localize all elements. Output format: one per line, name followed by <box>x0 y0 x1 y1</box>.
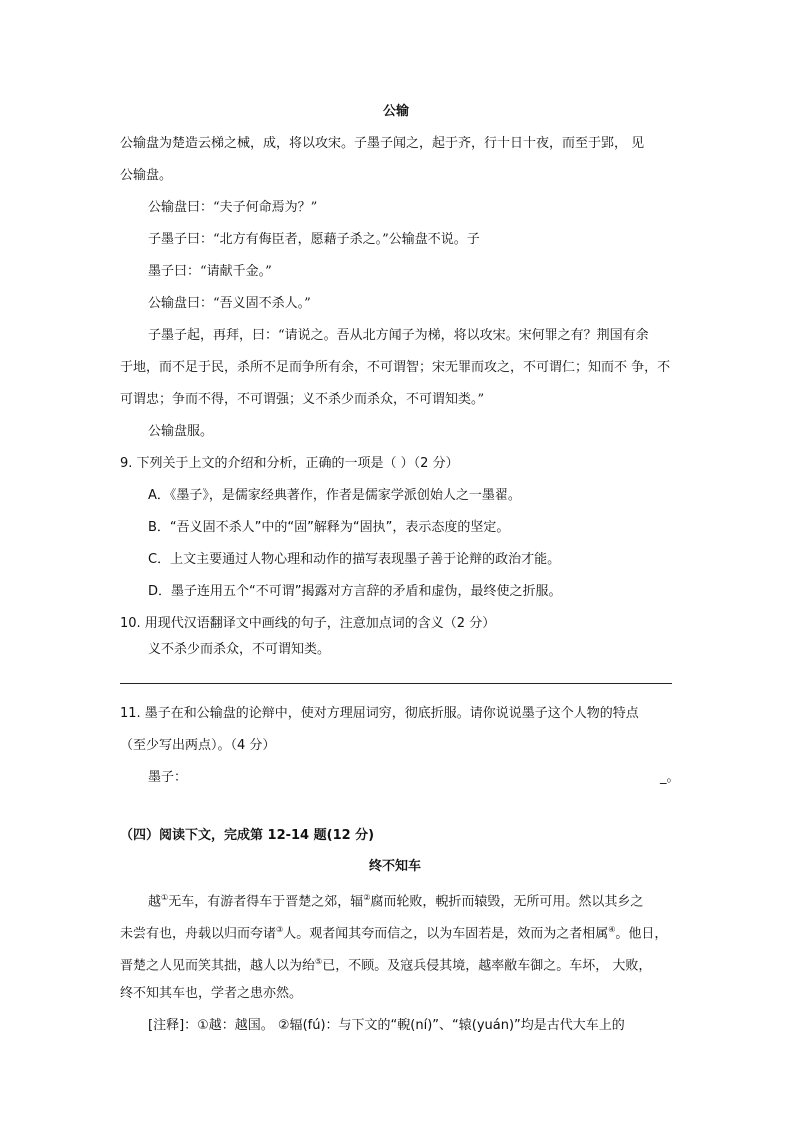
section-heading: （四）阅读下文，完成第 12-14 题(12 分) <box>120 828 375 843</box>
passage-line: 于地，而不足于民，杀所不足而争所有余，不可谓智；宋无罪而攻之，不可谓仁；知而不 争，不 <box>120 360 671 375</box>
passage-line: 可谓忠；争而不得，不可谓强；义不杀少而杀众，不可谓知类。” <box>120 392 485 407</box>
question-10-sentence: 义不杀少而杀众，不可谓知类。 <box>148 642 331 657</box>
question-10-stem: 10. 用现代汉语翻译文中画线的句子，注意加点词的含义（2 分） <box>120 616 496 631</box>
passage-line: 公输盘曰：“夫子何命焉为？” <box>148 200 318 215</box>
question-9-option-b: B．“吾义固不杀人”中的“固”解释为“固执”，表示态度的坚定。 <box>148 520 510 535</box>
passage-line: 公输盘曰：“吾义固不杀人。” <box>148 296 311 311</box>
passage-line: 公输盘为楚造云梯之械，成，将以攻宋。子墨子闻之，起于齐，行十日十夜，而至于郢， 见 <box>120 136 645 151</box>
question-11-answer-end: _。 <box>660 770 680 785</box>
passage-line: 子墨子曰：“北方有侮臣者，愿藉子杀之。”公输盘不说。子 <box>148 232 480 247</box>
question-9-option-d: D．墨子连用五个“不可谓”揭露对方言辞的矛盾和虚伪，最终使之折服。 <box>148 584 562 599</box>
passage-line: 子墨子起，再拜，曰：“请说之。吾从北方闻子为梯，将以攻宋。宋何罪之有？荆国有余 <box>148 328 649 343</box>
passage-line: 公输盘。 <box>120 168 173 183</box>
passage-line: 未尝有也，舟载以归而夸诸③人。观者闻其夸而信之，以为车固若是，效而为之者相属④。他日， <box>120 925 668 942</box>
passage-line: 晋楚之人见而笑其拙，越人以为绐⑤已，不顾。及寇兵侵其境，越率敝车御之。车坏， 大败， <box>120 957 652 974</box>
question-9-option-a: A．《墨子》，是儒家经典著作，作者是儒家学派创始人之一墨翟。 <box>148 488 521 503</box>
answer-line <box>120 683 672 684</box>
annotation-note: [注释]：①越：越国。 ②辐(fú)：与下文的“輗(ní)”、“辕(yuán)”均是古代大车上的 <box>148 1018 625 1033</box>
passage-line: 终不知其车也，学者之患亦然。 <box>120 986 303 1001</box>
passage-line: 墨子曰：“请献千金。” <box>148 264 272 279</box>
question-9-option-c: C．上文主要通过人物心理和动作的描写表现墨子善于论辩的政治才能。 <box>148 552 561 567</box>
section-passage-title: 终不知车 <box>369 859 422 874</box>
question-11-stem-cont: （至少写出两点）。（4 分） <box>120 738 276 753</box>
passage-title: 公输 <box>383 104 410 119</box>
question-11-stem: 11. 墨子在和公输盘的论辩中，使对方理屈词穷，彻底折服。请你说说墨子这个人物的特点 <box>120 706 639 721</box>
question-11-answer-label: 墨子： <box>148 770 188 785</box>
passage-line: 越①无车，有游者得车于晋楚之郊，辐②腐而轮败，輗折而辕毁，无所可用。然以其乡之 <box>148 893 644 910</box>
passage-line: 公输盘服。 <box>148 424 214 439</box>
question-9-stem: 9. 下列关于上文的介绍和分析，正确的一项是（ ）（2 分） <box>120 456 459 471</box>
